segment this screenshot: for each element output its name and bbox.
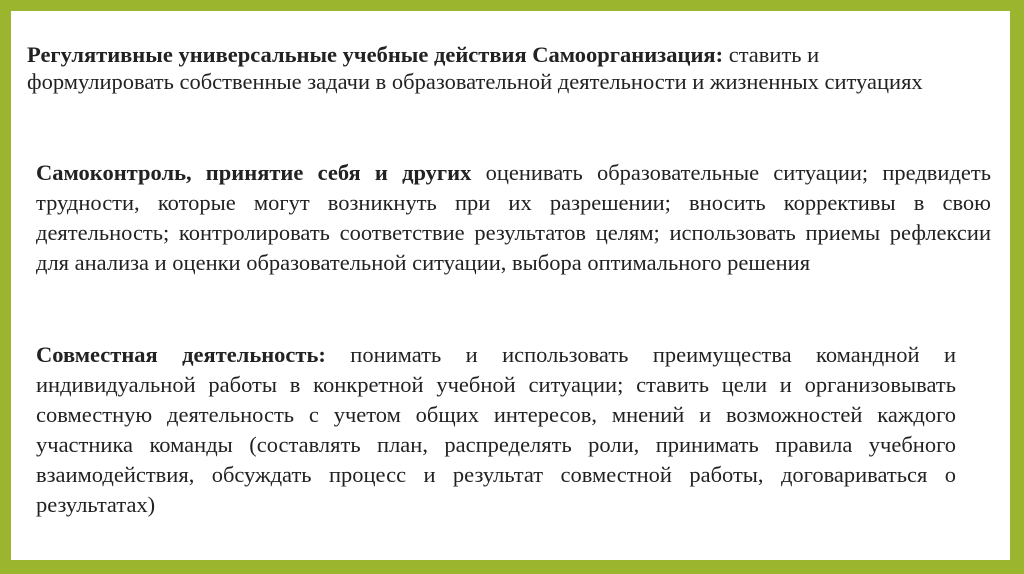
paragraph-text: понимать и использовать преимущества командной и индивидуальной работы в конкретной учебной ситуации; ставить цели и организовывать совместную деятельность с учетом общих интересов, мнений и возможностей каждого участника команды (составлять план, распределять роли, принимать правила учебного взаимодействия, обсуждать процесс и результат совместной работы, договариваться о результатах) (36, 342, 956, 517)
paragraph-text: оценивать образовательные ситуации; предвидеть трудности, которые могут возникнуть при их разрешении; вносить коррективы в свою деятельность; контролировать соответствие результатов целям; использовать приемы рефлексии для анализа и оценки образовательной ситуации, выбора оптимального решения (36, 160, 991, 275)
slide (11, 11, 1010, 560)
paragraph-heading: Совместная деятельность: (36, 342, 326, 367)
paragraph-heading: Самоконтроль, принятие себя и других (36, 160, 472, 185)
paragraph-self-control (36, 158, 991, 278)
paragraph-joint-activity (36, 340, 956, 520)
paragraph-self-organization (27, 41, 957, 95)
paragraph-heading: Регулятивные универсальные учебные действия Самоорганизация: (27, 42, 724, 67)
paragraph-text: ставить и формулировать собственные задачи в образовательной деятельности и жизненных ситуациях (27, 42, 923, 94)
